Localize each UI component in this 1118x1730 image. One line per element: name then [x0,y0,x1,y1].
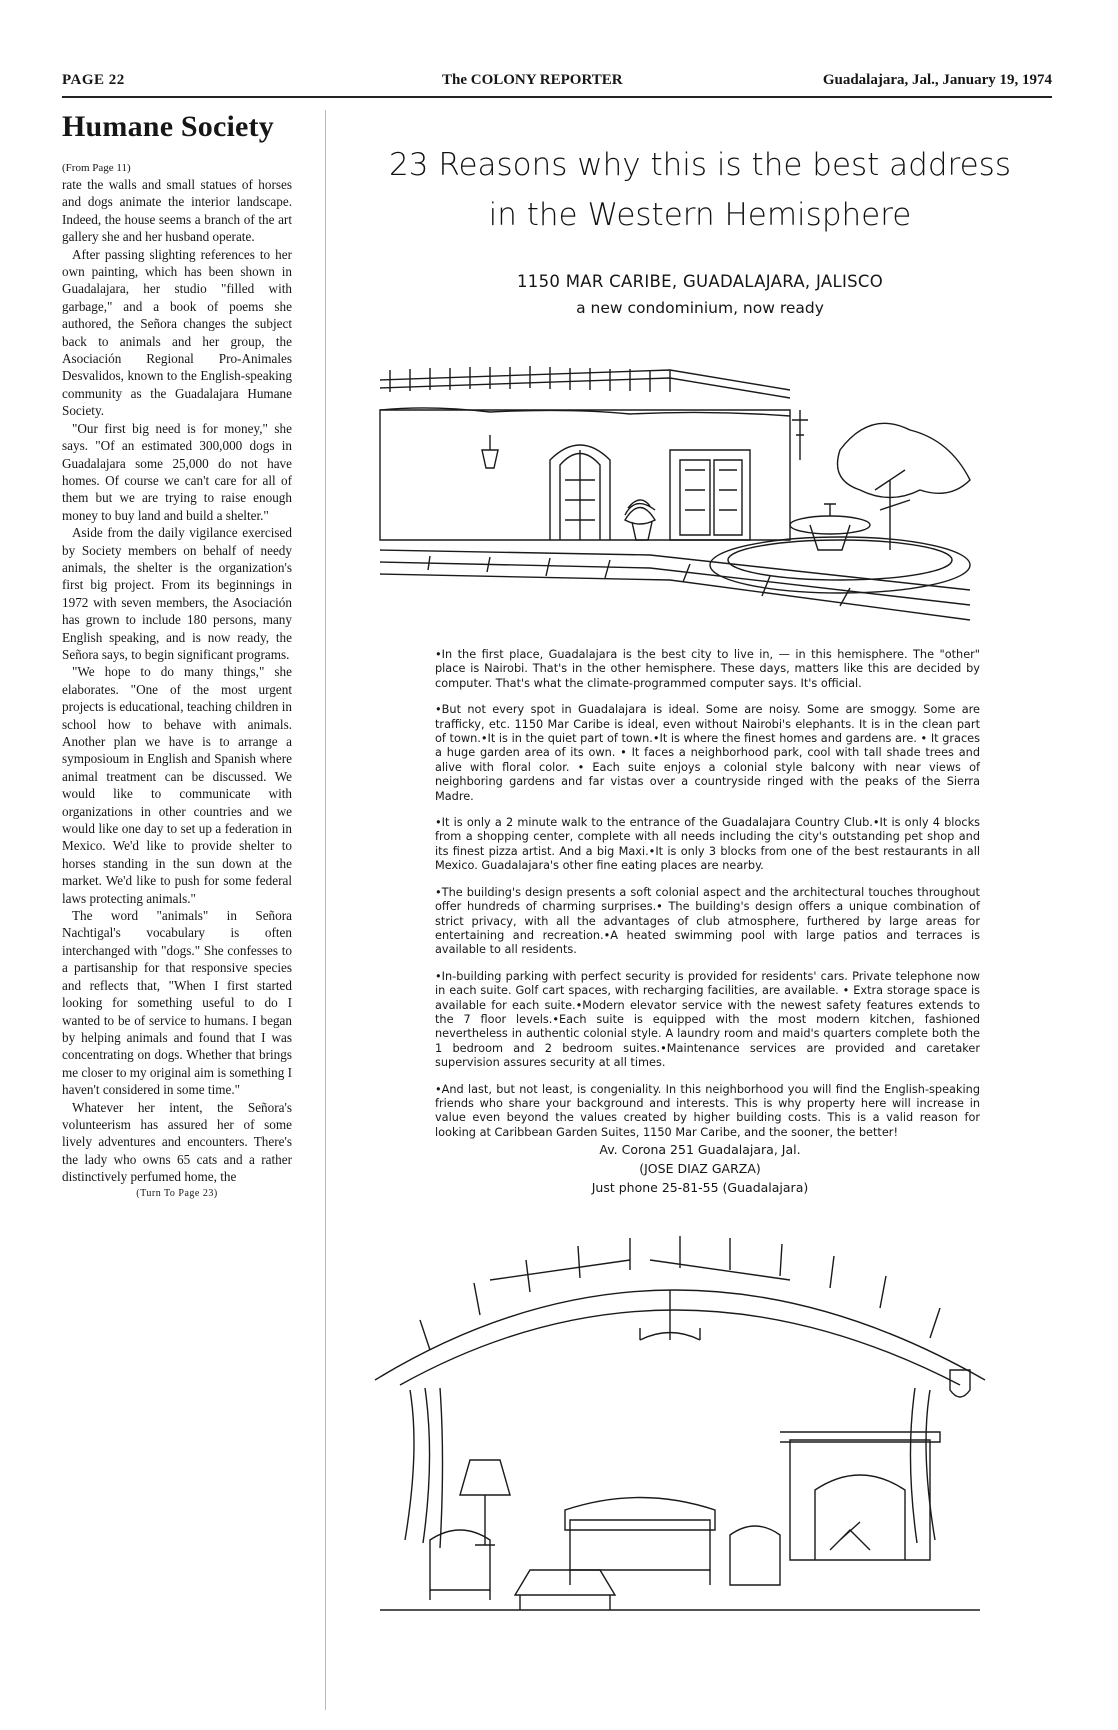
article-paragraph: "We hope to do many things," she elaborates. "One of the most urgent projects is educational, teaching children in school how to behave with animals. Another plan we have is to arrange a symposioum in English and Spanish where animal treatment can be discussed. We would like to communicate with organizations in other countries and we would like one day to set up a federation in Mexico. We'd like to provide shelter to horses standing in the sun down at the market. We'd like to push for some federal laws protecting animals." [62,664,292,906]
dateline: Guadalajara, Jal., January 19, 1974 [822,72,1052,88]
newspaper-name: The COLONY REPORTER [442,72,623,88]
article-paragraph: "Our first big need is for money," she says. "Of an estimated 300,000 dogs in Guadalajara some 25,000 do not have homes. Of course we can't care for all of them but we are trying to raise enough money to buy land and build a shelter." [62,420,292,523]
reasons-list [435,648,980,1152]
living-room-illustration [370,1220,990,1620]
article-paragraph: rate the walls and small statues of horses and dogs animate the interior landscape. Indeed, the house seems a branch of the art gallery she and her husband operate. [62,177,292,245]
ad-address: 1150 MAR CARIBE, GUADALAJARA, JALISCO [517,272,883,291]
article-column [62,110,292,1199]
header-rule [62,96,1052,98]
article-paragraph: After passing slighting references to her own painting, which has been shown in Guadalajara, her studio "filled with garbage," and a book of poems she authored, the Señora changes the subject back to animals and her group, the Asociación Regional Pro-Animales Desvalidos, known to the English-speaking community as the Guadalajara Humane Society. [62,246,292,419]
reason-item: •The building's design presents a soft colonial aspect and the architectural touches throughout offer hundreds of charming surprises.• The building's design offers a unique combination of strict privacy, with all the advantages of club atmosphere, furthered by large areas for entertaining and recreation.•A heated swimming pool with large patios and terraces is available to all residents. [435,885,980,957]
ad-headline-line2: in the Western Hemisphere [488,197,912,233]
article-title: Humane Society [62,110,274,143]
page-header [62,72,1052,96]
continued-to: (Turn To Page 23) [136,1187,218,1199]
ad-headline-line1: 23 Reasons why this is the best address [389,147,1011,183]
courtyard-fountain-illustration [370,350,990,640]
article-body [62,176,292,1186]
ad-contact [360,1140,1040,1197]
contact-name: (JOSE DIAZ GARZA) [639,1161,761,1176]
continued-from: (From Page 11) [62,162,131,174]
reason-item: •In-building parking with perfect security is provided for residents' cars. Private telephone now in each suite. Golf cart spaces, with recharging facilities, are available. • Extra storage space is available for each suite.•Modern elevator service with the newest safety features extends to the 7 floor levels.•Each suite is equipped with the most modern kitchen, fashioned nevertheless in authentic colonial style. A laundry room and maid's quarters complete both the 1 bedroom and 2 bedroom suites.•Maintenance services are provided and caretaker supervision assures security at all times. [435,969,980,1070]
reason-item: •In the first place, Guadalajara is the best city to live in, — in this hemisphere. The "other" place is Nairobi. That's in the other hemisphere. These days, matters like this are decided by computer. That's what the climate-programmed computer says. It's official. [435,648,980,690]
ad-subtitle: a new condominium, now ready [576,299,824,317]
article-paragraph: The word "animals" in Señora Nachtigal's vocabulary is often interchanged with "dogs." She confesses to a partisanship for that responsive species and reflects that, "When I first started looking for something useful to do I wanted to be of service to humans. I began by helping animals and found that I was concentrating on dogs. Whether that brings me closer to my original aim is something I haven't considered in some time." [62,908,293,1098]
article-paragraph: Aside from the daily vigilance exercised by Society members on behalf of needy animals, the shelter is the organization's first big project. From its beginnings in 1972 with seven members, the Asociación has grown to include 180 persons, many English speaking, and is now ready, the Señora says, to begin significant programs. [62,525,292,662]
reason-item: •And last, but not least, is congeniality. In this neighborhood you will find the English-speaking friends who share your background and interests. This is why property here will increase in value even beyond the values created by higher building costs. This is a valid reason for looking at Caribbean Garden Suites, 1150 Mar Caribe, and the sooner, the better! [435,1082,980,1139]
column-divider [325,110,326,1710]
article-paragraph: Whatever her intent, the Señora's volunteerism has assured her of some lively adventures and encounters. There's the lady who owns 65 cats and a rather distinctively perfumed home, the [62,1099,292,1185]
reason-item: •It is only a 2 minute walk to the entrance of the Guadalajara Country Club.•It is only 4 blocks from a shopping center, complete with all needs including the city's outstanding pet shop and its finest pizza artist. And a big Maxi.•It is only 3 blocks from one of the best restaurants in all Mexico. Guadalajara's other fine eating places are nearby. [435,816,980,873]
reason-item: •But not every spot in Guadalajara is ideal. Some are noisy. Some are smoggy. Some are trafficky, etc. 1150 Mar Caribe is ideal, even without Nairobi's elephants. It is in the clean part of town.•It is in the quiet part of town.•It is where the finest homes and gardens are. • It graces a huge garden area of its own. • It faces a neighborhood park, cool with tall shade trees and alive with floral color. • Each suite enjoys a colonial style balcony with near views of neighboring gardens and far vistas over a countryside ringed with the peaks of the Sierra Madre. [435,703,980,803]
page-number: PAGE 22 [62,72,125,88]
contact-address: Av. Corona 251 Guadalajara, Jal. [599,1142,801,1157]
condominium-advertisement [360,140,1040,1195]
contact-phone: Just phone 25-81-55 (Guadalajara) [591,1180,809,1195]
